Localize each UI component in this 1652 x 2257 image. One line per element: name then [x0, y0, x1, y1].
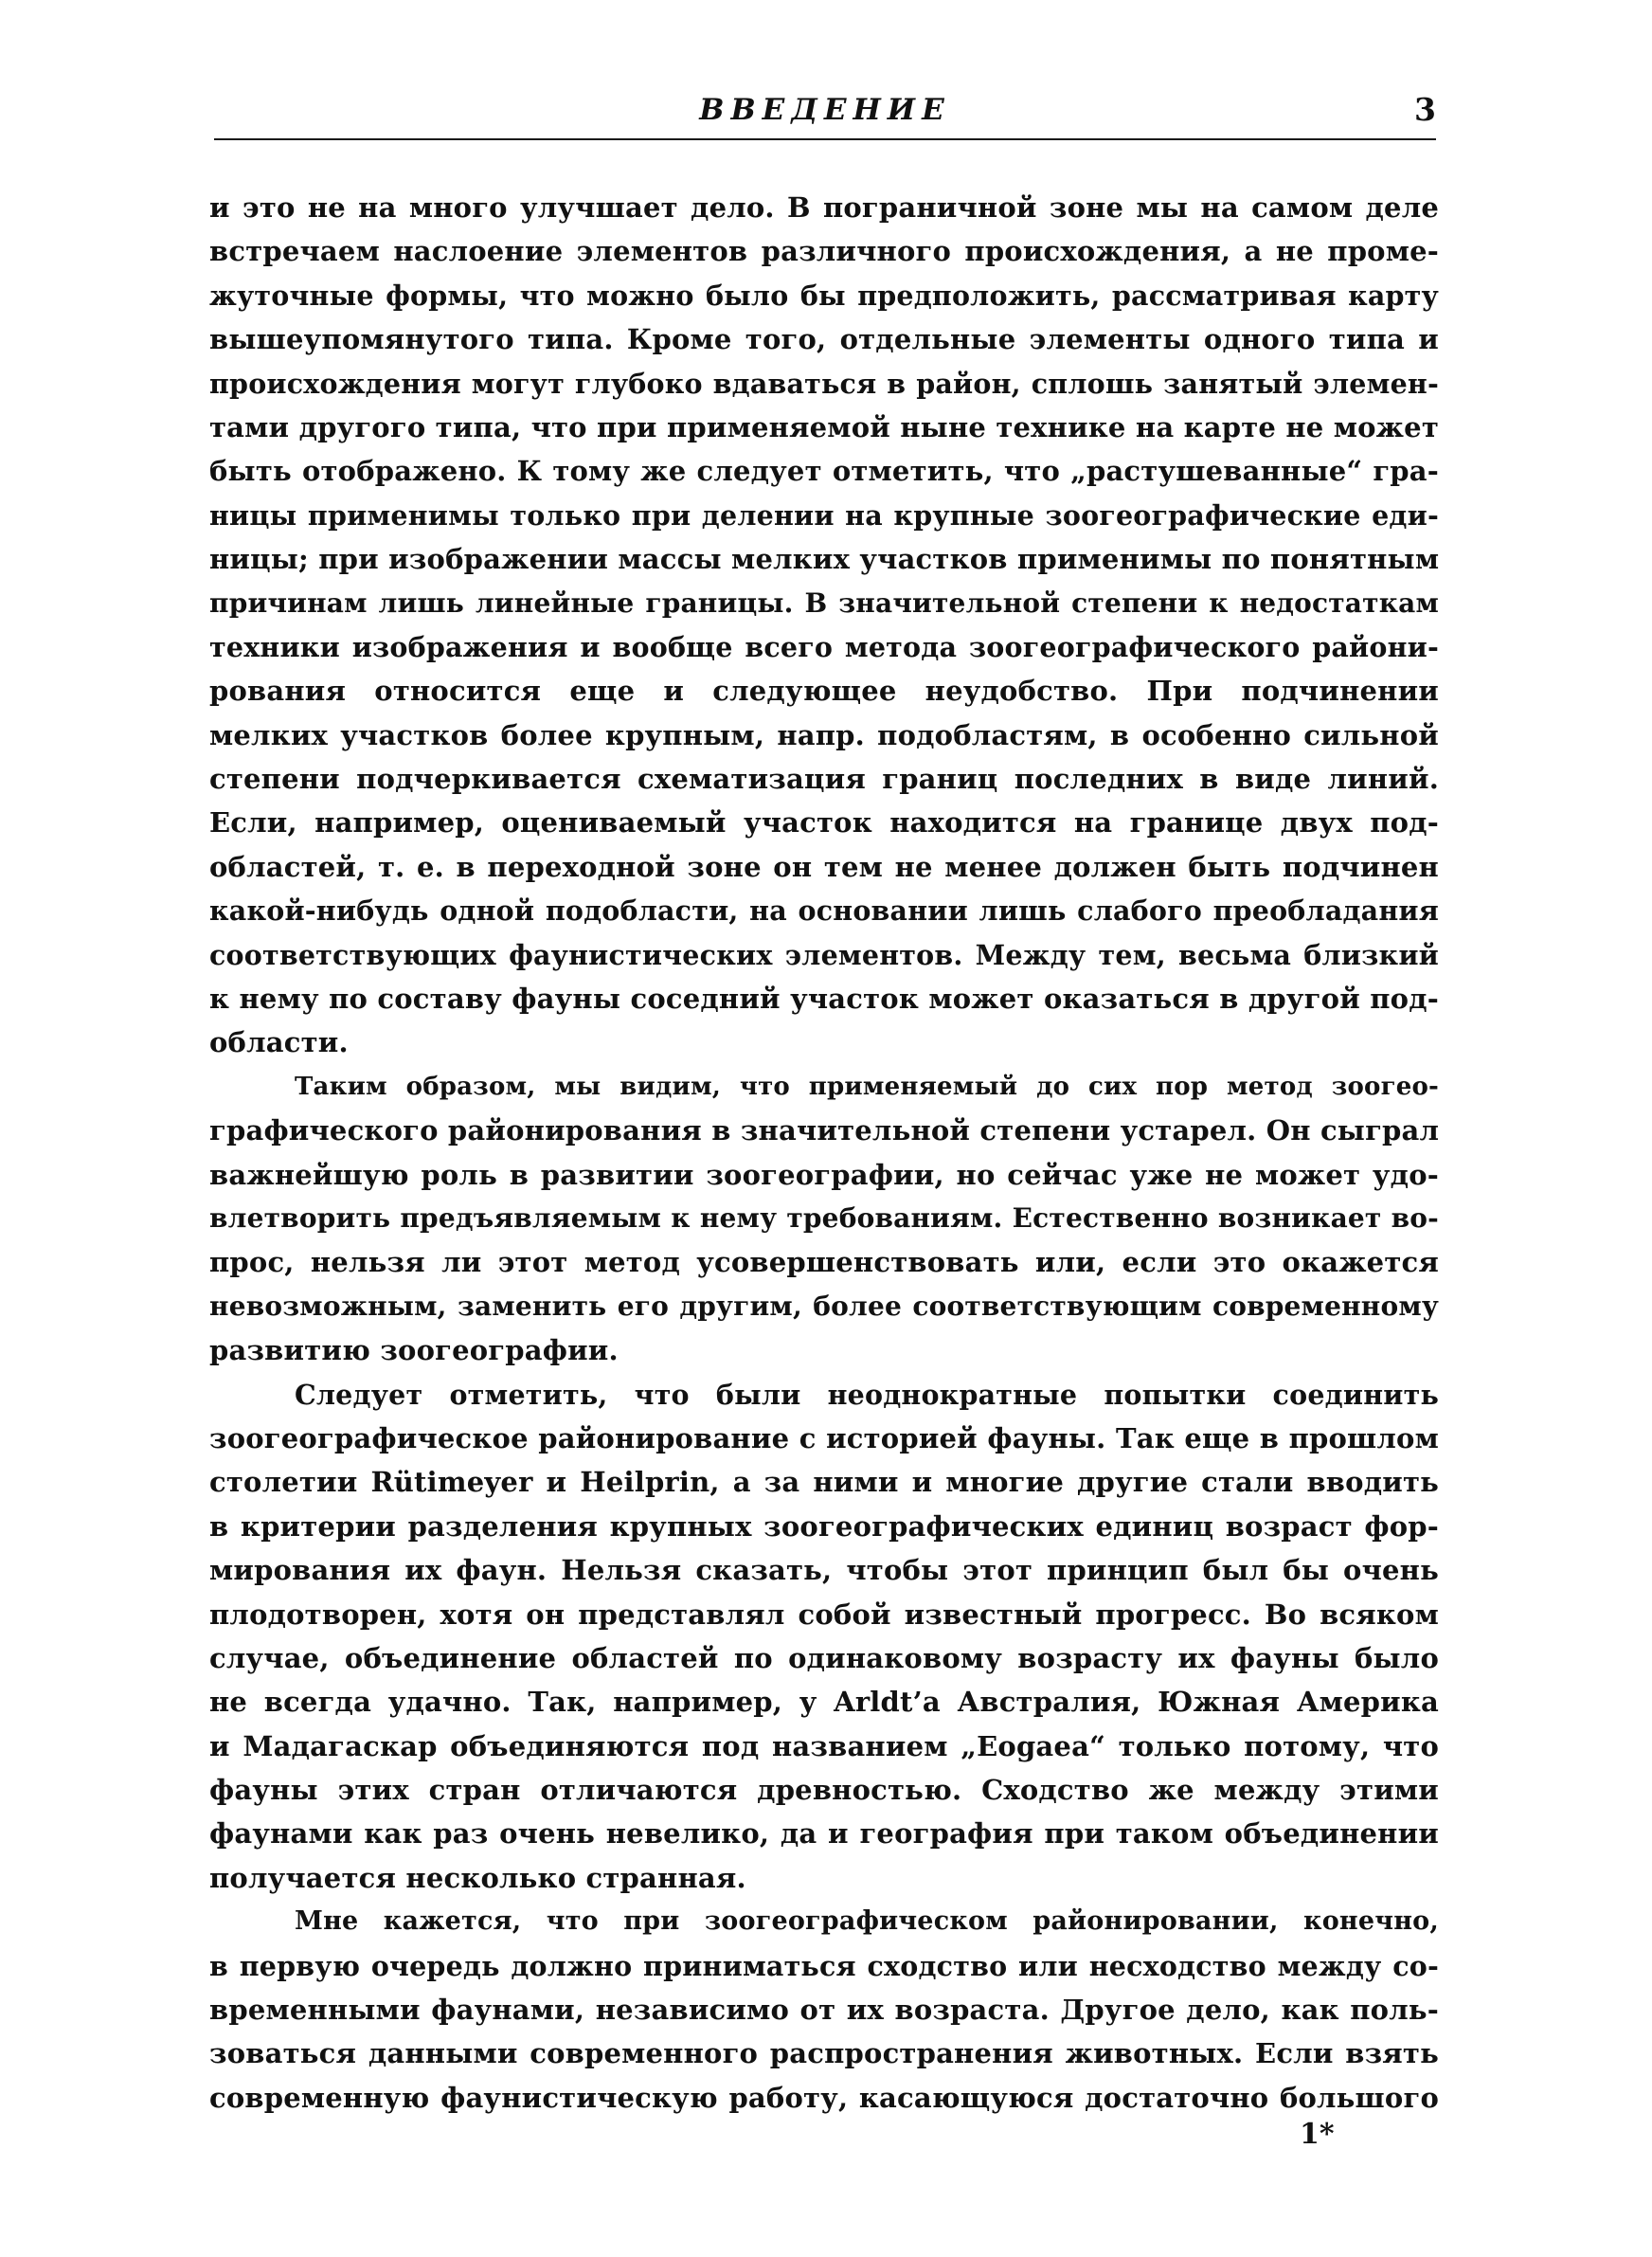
text-line: получается несколько странная.	[209, 1861, 746, 1894]
text-line: влетворить предъявляемым к нему требованиям. Естественно возникает во-	[209, 1201, 1439, 1234]
text-line: мелких участков более крупным, напр. подобластям, в особенно сильной	[209, 718, 1439, 751]
text-line: ницы; при изображении массы мелких участков применимы по понятным	[209, 543, 1440, 576]
page-number: 3	[1414, 91, 1436, 128]
text-line: причинам лишь линейные границы. В значительной степени к недостаткам	[209, 587, 1439, 619]
text-line: области.	[209, 1026, 349, 1059]
text-line: столетии Rütimeyer и Heilprin, а за ними и многие другие стали вводить	[209, 1466, 1439, 1499]
text-line: плодотворен, хотя он представлял собой известный прогресс. Во всяком	[209, 1598, 1439, 1631]
text-line: ницы применимы только при делении на крупные зоогеографические еди-	[209, 498, 1439, 532]
text-line: рования относится еще и следующее неудобство. При подчинении	[209, 675, 1439, 708]
text-line: к нему по составу фауны соседний участок может оказаться в другой под-	[209, 983, 1439, 1016]
text-line: зоваться данными современного распространения животных. Если взять	[209, 2037, 1439, 2070]
text-line: быть отображено. К тому же следует отметить, что „растушеванные“ гра-	[209, 455, 1439, 488]
text-line: областей, т. е. в переходной зоне он тем не менее должен быть подчинен	[209, 850, 1439, 883]
text-line: какой-нибудь одной подобласти, на основании лишь слабого преобладания	[209, 894, 1439, 928]
text-line: Мне кажется, что при зоогеографическом районировании, конечно,	[295, 1906, 1439, 1937]
text-line: и Мадагаскар объединяются под названием „Eogaea“ только потому, что	[209, 1729, 1439, 1762]
text-line: мирования их фаун. Нельзя сказать, чтобы этот принцип был бы очень	[209, 1554, 1439, 1587]
text-line: соответствующих фаунистических элементов. Между тем, весьма близкий	[209, 938, 1439, 971]
text-line: и это не на много улучшает дело. В пограничной зоне мы на самом деле	[209, 191, 1439, 224]
running-head	[214, 91, 1436, 140]
text-line: в первую очередь должно приниматься сходство или несходство между со-	[209, 1949, 1439, 1982]
text-line: жуточные формы, что можно было бы предположить, рассматривая карту	[209, 279, 1439, 312]
text-line: фауны этих стран отличаются древностью. Сходство же между этими	[209, 1774, 1439, 1807]
text-line: встречаем наслоение элементов различного происхождения, а не проме-	[209, 235, 1439, 268]
text-line: временными фаунами, независимо от их возраста. Другое дело, как поль-	[209, 1994, 1439, 2027]
text-line: Следует отметить, что были неоднократные попытки соединить	[295, 1378, 1439, 1411]
text-line: вышеупомянутого типа. Кроме того, отдельные элементы одного типа и	[209, 323, 1439, 356]
text-line: графического районирования в значительной степени устарел. Он сыграл	[209, 1114, 1440, 1147]
text-line: зоогеографическое районирование с историей фауны. Так еще в прошлом	[209, 1421, 1439, 1454]
text-line: происхождения могут глубоко вдаваться в район, сплошь занятый элемен-	[209, 367, 1439, 400]
text-line: невозможным, заменить его другим, более соответствующим современному	[209, 1290, 1439, 1322]
signature-mark: 1*	[1300, 2118, 1335, 2151]
text-line: развитию зоогеографии.	[209, 1334, 619, 1367]
text-line: прос, нельзя ли этот метод усовершенствовать или, если это окажется	[209, 1246, 1439, 1279]
text-line: важнейшую роль в развитии зоогеографии, но сейчас уже не может удо-	[209, 1158, 1439, 1191]
body-text	[209, 186, 1439, 2120]
text-line: Если, например, оцениваемый участок находится на границе двух под-	[209, 806, 1439, 840]
text-line: тами другого типа, что при применяемой ныне технике на карте не может	[209, 410, 1439, 443]
text-line: фаунами как раз очень невелико, да и география при таком объединении	[209, 1817, 1439, 1851]
text-line: не всегда удачно. Так, например, у Arldt’a Австралия, Южная Америка	[209, 1686, 1439, 1719]
text-line: случае, объединение областей по одинаковому возрасту их фауны было	[209, 1641, 1439, 1674]
text-line: Таким образом, мы видим, что применяемый до сих пор метод зоогео-	[295, 1072, 1439, 1101]
chapter-title: ВВЕДЕНИЕ	[699, 93, 951, 127]
text-line: степени подчеркивается схематизация границ последних в виде линий.	[209, 763, 1439, 796]
text-line: в критерии разделения крупных зоогеографических единиц возраст фор-	[209, 1509, 1439, 1543]
text-line: техники изображения и вообще всего метода зоогеографического райони-	[209, 630, 1439, 663]
header-rule	[214, 138, 1436, 140]
text-line: современную фаунистическую работу, касающуюся достаточно большого	[209, 2081, 1439, 2114]
